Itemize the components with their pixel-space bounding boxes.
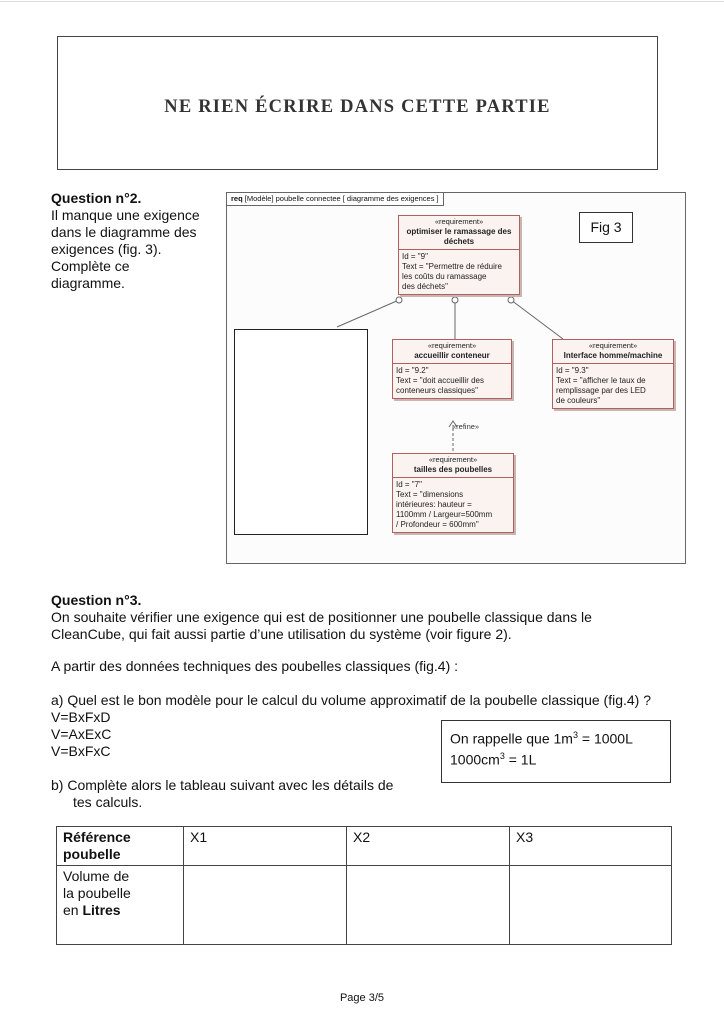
part-a-question: a) Quel est le bon modèle pour le calcul du volume approximatif de la poubelle classique (fig.4) ? (51, 692, 652, 708)
question-2-line: Il manque une exigence (51, 207, 200, 223)
requirement-field: Id = "9.2" (396, 366, 429, 375)
containment-mark (396, 297, 402, 303)
requirement-stereotype: «requirement» (434, 217, 484, 226)
volume-table (56, 826, 672, 945)
requirement-field: Text = "afficher le taux de (556, 376, 646, 385)
question-3-title: Question n°3. (51, 592, 142, 608)
requirement-stereotype: «requirement» (428, 455, 478, 464)
requirement-field: Text = "dimensions (396, 490, 464, 499)
requirement-optimiser (398, 215, 520, 295)
top-rule (0, 1, 724, 2)
question-2-line: diagramme. (51, 275, 125, 291)
requirement-name: tailles des poubelles (413, 465, 493, 474)
requirement-field: des déchets" (402, 282, 448, 291)
table-header-cell: Référence poubelle (57, 827, 184, 866)
figure-label: Fig 3 (579, 212, 633, 243)
requirement-field: de couleurs" (556, 396, 601, 405)
question-2-line: exigences (fig. 3). (51, 241, 162, 257)
requirement-name: Interface homme/machine (563, 351, 663, 360)
page-number: Page 3/5 (339, 992, 385, 1004)
requirement-field: les coûts du ramassage (402, 272, 487, 281)
no-write-banner (57, 36, 658, 170)
table-row (57, 866, 672, 945)
formula-option[interactable]: V=AxExC (51, 726, 112, 742)
question-2 (51, 190, 221, 292)
requirement-field: remplissage par des LED (556, 386, 646, 395)
requirement-tailles (392, 453, 514, 533)
question-3 (51, 592, 711, 643)
formula-option[interactable]: V=BxFxC (51, 743, 111, 759)
diagram-title: [Modèle] poubelle connectee [ diagramme des exigences ] (244, 194, 439, 203)
question-3-intro-line: On souhaite vérifier une exigence qui est de positionner une poubelle classique dans le (51, 609, 592, 625)
requirement-field: Id = "7" (396, 480, 422, 489)
containment-mark (508, 297, 514, 303)
table-header-row (57, 827, 672, 866)
requirement-stereotype: «requirement» (427, 341, 477, 350)
question-3-intro-line: CleanCube, qui fait aussi partie d’une utilisation du système (voir figure 2). (51, 626, 512, 642)
question-2-line: Complète ce (51, 258, 130, 274)
connector-line (337, 300, 399, 327)
table-header-cell: X1 (184, 827, 347, 866)
question-2-line: dans le diagramme des (51, 224, 197, 240)
refine-label: «refine» (452, 422, 480, 431)
part-b-line: b) Complète alors le tableau suivant avec les détails de (51, 777, 394, 793)
requirement-field: conteneurs classiques" (396, 386, 478, 395)
reminder-line-1: On rappelle que $1m^3 = 1000L$ (450, 730, 633, 747)
requirement-field: Text = "Permettre de réduire (402, 262, 502, 271)
table-header-cell: X2 (347, 827, 510, 866)
requirement-field: Id = "9.3" (556, 366, 589, 375)
question-2-title: Question n°2. (51, 190, 142, 206)
requirement-field: intérieures: hauteur = (396, 500, 472, 509)
answer-cell-x1[interactable] (184, 866, 347, 945)
formula-option[interactable]: V=BxFxD (51, 709, 111, 725)
requirement-interface (552, 339, 674, 409)
diagram-kind: req (231, 194, 243, 203)
requirement-field: Text = "doit accueillir des (396, 376, 484, 385)
requirement-name: accueillir conteneur (414, 351, 490, 360)
banner-text: NE RIEN ÉCRIRE DANS CETTE PARTIE (164, 97, 551, 117)
requirement-name: optimiser le ramassage des déchets (406, 227, 512, 246)
requirement-stereotype: «requirement» (588, 341, 638, 350)
requirement-accueillir (392, 339, 512, 399)
data-intro: A partir des données techniques des poubelles classiques (fig.4) : (51, 658, 459, 674)
unit-reminder-box (441, 720, 671, 783)
table-row-label: Volume de la poubelle en Litres (57, 866, 184, 945)
requirement-field: 1100mm / Largeur=500mm (396, 510, 493, 519)
containment-mark (452, 297, 458, 303)
requirement-field: Id = "9" (402, 252, 428, 261)
connector-line (511, 300, 563, 339)
part-b-line: tes calculs. (73, 794, 143, 810)
answer-cell-x3[interactable] (510, 866, 672, 945)
answer-cell-x2[interactable] (347, 866, 510, 945)
table-header-cell: X3 (510, 827, 672, 866)
empty-requirement-box[interactable] (234, 329, 368, 535)
requirement-field: / Profondeur = 600mm" (396, 520, 479, 529)
requirements-diagram (226, 192, 686, 564)
reminder-line-2: $1000cm^3 = 1L$ (450, 750, 537, 768)
